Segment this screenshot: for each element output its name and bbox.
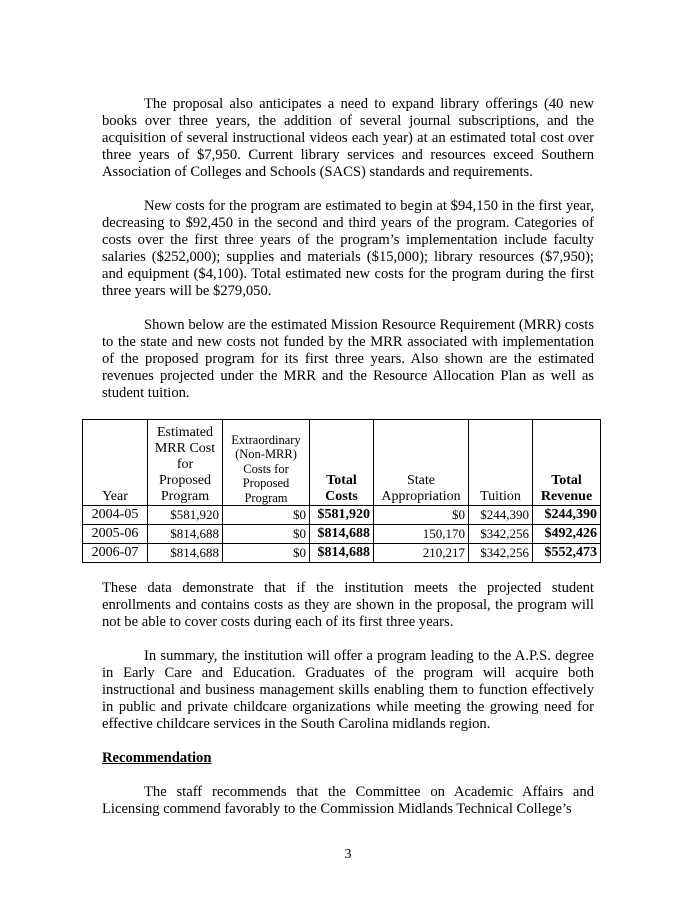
table-row <box>83 544 601 563</box>
cell-year: 2006-07 <box>83 544 148 563</box>
cell-extraordinary: $0 <box>223 506 310 525</box>
cell-total-costs: $814,688 <box>310 544 374 563</box>
table-header-row <box>83 420 601 506</box>
paragraph-summary: In summary, the institution will offer a program leading to the A.P.S. degree in Early Care and Education. Graduates of the program will acquire both instructional and business management skills enabling them to function effectively in public and private childcare organizations while meeting the growing need for effective childcare services in the South Carolina midlands region. <box>102 648 594 732</box>
page-number: 3 <box>344 847 352 862</box>
cell-extraordinary: $0 <box>223 525 310 544</box>
cell-tuition: $244,390 <box>469 506 533 525</box>
cell-state-appropriation: 150,170 <box>374 525 469 544</box>
header-total-revenue: Total Revenue <box>533 420 601 506</box>
cell-tuition: $342,256 <box>469 544 533 563</box>
header-state-appropriation: State Appropriation <box>374 420 469 506</box>
cell-year: 2005-06 <box>83 525 148 544</box>
table-row <box>83 525 601 544</box>
table-row <box>83 506 601 525</box>
paragraph-mrr: Shown below are the estimated Mission Resource Requirement (MRR) costs to the state and new costs not funded by the MRR associated with implementation of the proposed program for its first three years. Also shown are the estimated revenues projected under the MRR and the Resource Allocation Plan as well as student tuition. <box>102 317 594 401</box>
cost-revenue-table <box>82 419 601 563</box>
cell-extraordinary: $0 <box>223 544 310 563</box>
header-extraordinary: Extraordinary (Non-MRR) Costs for Proposed Program <box>223 420 310 506</box>
cell-mrr-cost: $581,920 <box>148 506 223 525</box>
header-year: Year <box>83 420 148 506</box>
cell-total-revenue: $492,426 <box>533 525 601 544</box>
cell-total-costs: $581,920 <box>310 506 374 525</box>
cell-total-revenue: $552,473 <box>533 544 601 563</box>
cell-state-appropriation: $0 <box>374 506 469 525</box>
paragraph-library: The proposal also anticipates a need to expand library offerings (40 new books over three years, the addition of several journal subscriptions, and the acquisition of several instructional videos each year) at an estimated total cost over three years of $7,950. Current library services and resources exceed Southern Association of Colleges and Schools (SACS) standards and requirements. <box>102 96 594 180</box>
paragraph-costs: New costs for the program are estimated to begin at $94,150 in the first year, decreasing to $92,450 in the second and third years of the program. Categories of costs over the first three years of the program’s implementation include faculty salaries ($252,000); supplies and materials ($15,000); library resources ($7,950); and equipment ($4,100). Total estimated new costs for the program during the first three years will be $279,050. <box>102 198 594 299</box>
cell-mrr-cost: $814,688 <box>148 525 223 544</box>
header-total-costs: Total Costs <box>310 420 374 506</box>
cell-total-revenue: $244,390 <box>533 506 601 525</box>
cell-total-costs: $814,688 <box>310 525 374 544</box>
cell-tuition: $342,256 <box>469 525 533 544</box>
header-mrr-cost: Estimated MRR Cost for Proposed Program <box>148 420 223 506</box>
paragraph-demonstrate: These data demonstrate that if the institution meets the projected student enrollments and contains costs as they are shown in the proposal, the program will not be able to cover costs during each of its first three years. <box>102 580 594 630</box>
cell-state-appropriation: 210,217 <box>374 544 469 563</box>
paragraph-recommend: The staff recommends that the Committee on Academic Affairs and Licensing commend favorably to the Commission Midlands Technical College’s <box>102 784 594 817</box>
header-tuition: Tuition <box>469 420 533 506</box>
cell-mrr-cost: $814,688 <box>148 544 223 563</box>
page-body <box>91 96 597 835</box>
cell-year: 2004-05 <box>83 506 148 525</box>
recommendation-heading: Recommendation <box>102 750 212 766</box>
